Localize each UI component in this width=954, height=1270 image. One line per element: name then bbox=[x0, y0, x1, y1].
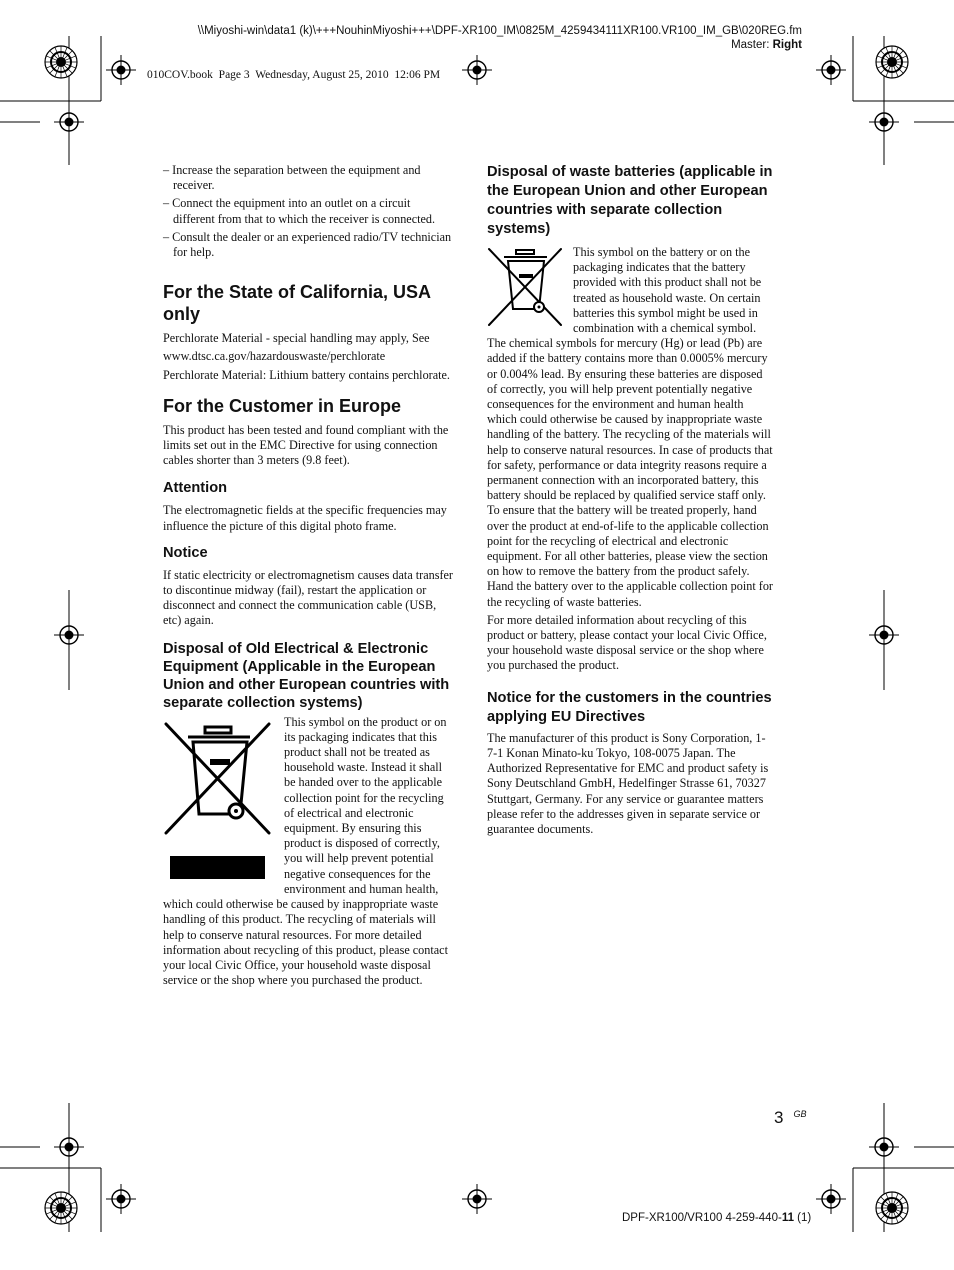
book-info: 010COV.book Page 3 Wednesday, August 25, 2010 12:06 PM bbox=[147, 69, 441, 81]
page-number: 3 bbox=[774, 1108, 784, 1127]
paragraph: The manufacturer of this product is Sony Corporation, 1-7-1 Konan Minato-ku Tokyo, 108-0075 Japan. The Authorized Representative for EMC and product safety is Sony Deutschland GmbH, Hedelfinger Strasse 61, 70327 Stuttgart, Germany. For any service or guarantee matters please refer to the addresses given in separate service or guarantee documents. bbox=[487, 730, 769, 836]
heading-disposal-batteries: Disposal of waste batteries (applicable in the European Union and other European countries with separate collection systems) bbox=[487, 164, 773, 237]
bullet-item: – Consult the dealer or an experienced radio/TV technician for help. bbox=[163, 229, 452, 260]
bullet-item: – Connect the equipment into an outlet on a circuit different from that to which the receiver is connected. bbox=[163, 196, 436, 226]
page-number-block bbox=[774, 1108, 806, 1128]
paragraph: This symbol on the product or on its packaging indicates that this product shall not be treated as household waste. Instead it shall be handed over to the applicable collection point for the recycling of electrical and electronic equipment. By ensuring this product is disposed of correctly, you will help prevent potential negative consequences for the environment and human health, which could otherwise be caused by inappropriate waste handling of this product. The recycling of materials will help to conserve natural resources. For more detailed information about recycling of this product, please contact your local Civic Office, your household waste disposal service or the shop where you purchased the product. bbox=[163, 714, 448, 988]
paragraph: Perchlorate Material - special handling may apply, See bbox=[163, 331, 430, 346]
heading-california: For the State of California, USA only bbox=[163, 282, 431, 325]
heading-eu-notice: Notice for the customers in the countries applying EU Directives bbox=[487, 689, 772, 725]
heading-disposal-equipment: Disposal of Old Electrical & Electronic Equipment (Applicable in the European Union and other European countries with separate collection systems) bbox=[163, 640, 450, 711]
right-column bbox=[487, 163, 774, 840]
heading-europe: For the Customer in Europe bbox=[163, 395, 402, 416]
paragraph: The electromagnetic fields at the specific frequencies may influence the picture of this digital photo frame. bbox=[163, 503, 447, 533]
paragraph-link: www.dtsc.ca.gov/hazardouswaste/perchlorate bbox=[163, 349, 386, 364]
bullet-item: – Increase the separation between the equipment and receiver. bbox=[163, 163, 421, 193]
heading-attention: Attention bbox=[163, 480, 228, 497]
left-column bbox=[163, 163, 453, 991]
heading-notice: Notice bbox=[163, 544, 208, 561]
model-code: DPF-XR100/VR100 4-259-440-11 (1) bbox=[622, 1212, 812, 1224]
paragraph: If static electricity or electromagnetism causes data transfer to discontinue midway (fail), restart the application or disconnect and connect the communication cable (USB, etc) again. bbox=[163, 567, 453, 628]
crossed-wheeled-bin-icon bbox=[163, 718, 273, 880]
disposal-block bbox=[163, 715, 453, 989]
paragraph: For more detailed information about recycling of this product or battery, please contact your local Civic Office, your household waste disposal service or the shop where you purchased the product. bbox=[487, 612, 767, 673]
paragraph: Perchlorate Material: Lithium battery contains perchlorate. bbox=[163, 367, 450, 382]
paragraph: This product has been tested and found compliant with the limits set out in the EMC Directive for using connection cables shorter than 3 meters (9.8 feet). bbox=[163, 422, 449, 468]
batteries-block bbox=[487, 245, 774, 610]
file-path: \\Miyoshi-win\data1 (k)\+++NouhinMiyoshi+++\DPF-XR100_IM\0825M_4259434111XR100.VR100_IM_GB\020REG.fm bbox=[197, 25, 802, 37]
crossed-wheeled-bin-icon bbox=[487, 245, 565, 331]
page-suffix: GB bbox=[793, 1109, 807, 1119]
paragraph: This symbol on the battery or on the packaging indicates that the battery provided with this product shall not be treated as household waste. On certain batteries this symbol might be used in combination with a chemical symbol. The chemical symbols for mercury (Hg) or lead (Pb) are added if the battery contains more than 0.0005% mercury or 0.004% lead. By ensuring these batteries are disposed of correctly, you will help prevent potentially negative consequences for the environment and human health which could otherwise be caused by inappropriate waste handling of the battery. The recycling of the materials will help to conserve natural resources. In case of products that for safety, performance or data integrity reasons require a permanent connection with an incorporated battery, this battery should be replaced by qualified service staff only. To ensure that the battery will be treated properly, hand over the product at end-of-life to the applicable collection point for the recycling of electrical and electronic equipment. For all other batteries, please view the section on how to remove the battery from the product safely. Hand the battery over to the applicable collection point for the recycling of waste batteries. bbox=[487, 245, 773, 609]
master-line: Master: Right bbox=[731, 39, 802, 51]
file-path-header bbox=[102, 24, 802, 52]
